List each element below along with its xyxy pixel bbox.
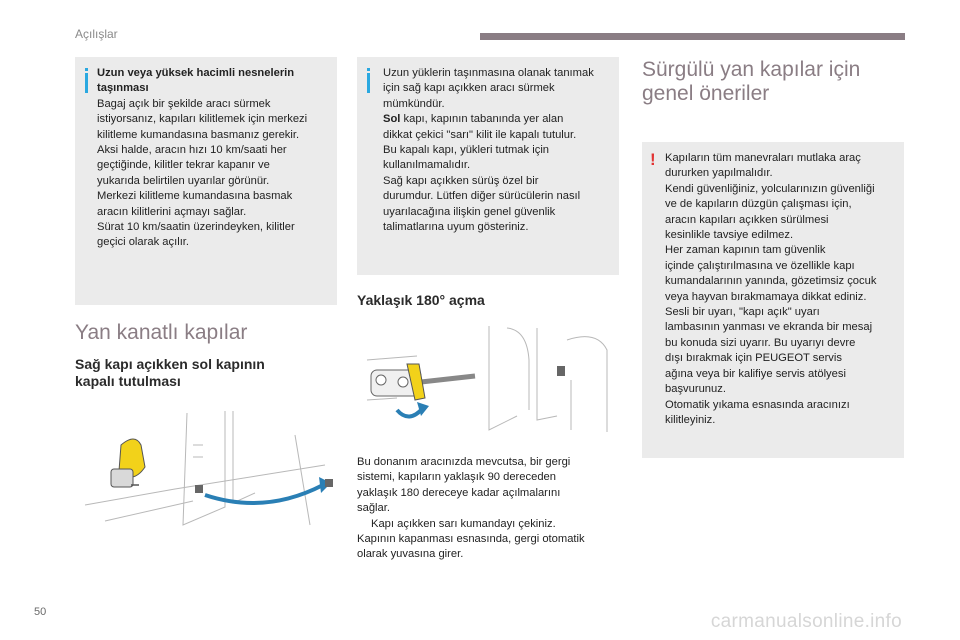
text-line: kullanılmamalıdır. <box>383 159 471 172</box>
text-line: Kapının kapanması esnasında, gergi otomatik <box>357 533 585 546</box>
text-line: uyarılacağına ilişkin genel güvenlik <box>383 205 556 218</box>
text-line: Kendi güvenliğiniz, yolcularınızın güvenliği <box>665 182 875 195</box>
section-header: Açılışlar <box>75 27 118 41</box>
text-line: durumdur. Lütfen diğer sürücülerin nasıl <box>383 190 581 203</box>
info-icon <box>367 73 370 93</box>
text-line: istiyorsanız, kapıları kilitlemek için merkezi <box>97 113 308 126</box>
page-number: 50 <box>34 606 47 618</box>
title-line: genel öneriler <box>642 82 770 105</box>
text-line: aracın kilitlerini açmayı sağlar. <box>97 205 247 218</box>
info-box-long-loads-text <box>97 66 335 251</box>
subtitle-line: kapalı tutulması <box>75 373 181 389</box>
text-line: Otomatik yıkama esnasında aracınızı <box>665 398 850 411</box>
text-line: Kapı açıkken sarı kumandayı çekiniz. <box>371 517 556 530</box>
text-line: için sağ kapı açıkken aracı sürmek <box>383 82 555 95</box>
text-line: kesinlikle tavsiye edilmez. <box>665 229 794 242</box>
text-line: geçici olarak açılır. <box>97 236 190 249</box>
text-line: sistemi, kapıların yaklaşık 90 dereceden <box>357 471 556 484</box>
bold-word: Sol <box>383 113 401 126</box>
yellow-lock-lever <box>111 439 145 487</box>
text-line: aracın kapıları açıkken sürülmesi <box>665 213 829 226</box>
illustration-door-lock <box>75 405 337 545</box>
text-line: Her zaman kapının tam güvenlik <box>665 244 826 257</box>
strap-mark <box>557 366 565 376</box>
watermark: carmanualsonline.info <box>710 611 902 632</box>
header-bar <box>480 33 905 40</box>
text-line: lambasının yanması ve ekranda bir mesaj <box>665 321 873 334</box>
text-line: ve de kapıların düzgün çalışması için, <box>665 198 852 211</box>
info-icon <box>85 73 88 93</box>
text-line: Bagaj açık bir şekilde aracı sürmek <box>97 97 271 110</box>
warning-icon: ! <box>650 150 656 169</box>
info-box-long-loads-driving-text <box>383 66 617 235</box>
lock-mark <box>325 479 333 487</box>
text-line: sağlar. <box>357 502 390 515</box>
text-line: bu konuda sizi uyarır. Bu uyarıyı devre <box>665 336 856 349</box>
text-line: veya hayvan bırakmamaya dikkat ediniz. <box>665 290 867 303</box>
text-line: Kapıların tüm manevraları mutlaka araç <box>665 152 861 164</box>
text-line: başvurunuz. <box>665 383 726 396</box>
blue-arrow-icon <box>397 402 429 417</box>
text-line: kilitleyiniz. <box>665 413 716 426</box>
text-line: Sesli bir uyarı, "kapı açık" uyarı <box>665 306 820 319</box>
warning-box-text <box>665 151 901 428</box>
text-line: kilitleme kumandasına basmanız gerekir. <box>97 128 300 141</box>
text-line: Uzun yüklerin taşınmasına olanak tanımak <box>383 67 594 79</box>
text-line: ağına veya bir kalifiye servis atölyesi <box>665 367 846 380</box>
subtitle-left-door-closed <box>75 356 265 390</box>
info-title-line: taşınması <box>97 82 149 95</box>
text-line: kumandalarının yanında, gözetimsiz çocuk <box>665 275 877 288</box>
text-180-opening <box>357 455 619 563</box>
text-line: talimatlarına uyum gösteriniz. <box>383 221 529 234</box>
text-line: Sağ kapı açıkken sürüş özel bir <box>383 174 539 187</box>
section-title-side-doors: Yan kanatlı kapılar <box>75 321 248 344</box>
text-line: yukarıda belirtilen uyarılar görünür. <box>97 174 270 187</box>
text-line: olarak yuvasına girer. <box>357 548 464 561</box>
section-title-sliding-doors <box>642 58 860 106</box>
text-line: Sürat 10 km/saatin üzerindeyken, kilitler <box>97 221 295 234</box>
text-line: dışı bırakmak için PEUGEOT servis <box>665 352 842 365</box>
text-line: Bu donanım aracınızda mevcutsa, bir gergi <box>357 456 571 468</box>
text-line: geçtiğinde, kilitler tekrar kapanır ve <box>97 159 270 172</box>
lock-mark <box>195 485 203 493</box>
text-line: dikkat çekici "sarı" kilit ile kapalı tutulur. <box>383 128 577 141</box>
title-line: Sürgülü yan kapılar için <box>642 58 861 81</box>
text-line: içinde çalıştırılmasına ve özellikle kapı <box>665 259 855 272</box>
text-line: yaklaşık 180 dereceye kadar açılmalarını <box>357 486 561 499</box>
subtitle-180-opening: Yaklaşık 180° açma <box>357 292 485 308</box>
hinge-strap-mechanism <box>371 364 475 400</box>
text-line: Aksi halde, aracın hızı 10 km/saati her <box>97 144 287 157</box>
text-line: Merkezi kilitleme kumandasına basmak <box>97 190 293 203</box>
text-line: kapı, kapının tabanında yer alan <box>400 113 564 126</box>
illustration-door-strap <box>357 320 619 442</box>
subtitle-line: Sağ kapı açıkken sol kapının <box>75 356 265 372</box>
text-line: dururken yapılmalıdır. <box>665 167 773 180</box>
text-line: Bu kapalı kapı, yükleri tutmak için <box>383 144 550 157</box>
text-line: mümkündür. <box>383 97 445 110</box>
info-title-line: Uzun veya yüksek hacimli nesnelerin <box>97 67 295 79</box>
